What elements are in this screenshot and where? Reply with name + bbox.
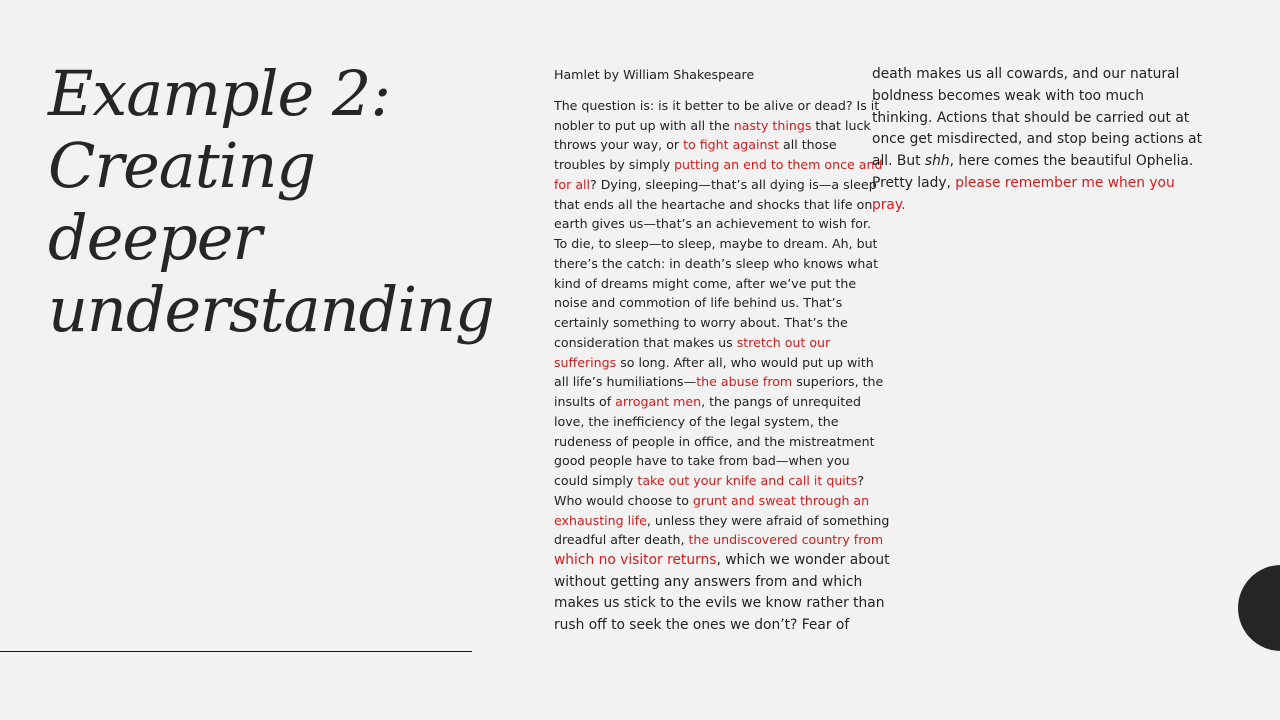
text-line bbox=[554, 96, 880, 116]
text-line bbox=[554, 175, 877, 195]
text-line: thinking. Actions that should be carried out at bbox=[872, 109, 1190, 126]
text-line: good people have to take from bad—when you bbox=[554, 453, 850, 469]
text-span: so long. After all, who would put up with bbox=[616, 354, 874, 370]
highlighted-phrase: please remember me when you bbox=[955, 174, 1175, 191]
text-line bbox=[554, 135, 872, 155]
highlighted-phrase: putting an end to them once and bbox=[674, 157, 883, 172]
text-span: consideration that makes us bbox=[554, 334, 737, 350]
text-span: all. But bbox=[872, 153, 925, 170]
text-line bbox=[554, 116, 872, 136]
text-line bbox=[554, 491, 872, 511]
text-span: Who would choose to bbox=[554, 492, 693, 508]
text-span: all those bbox=[778, 137, 837, 153]
text-line: without getting any answers from and which bbox=[554, 573, 863, 590]
text-line bbox=[872, 195, 1188, 217]
text-line: kind of dreams might come, after we’ve put the bbox=[554, 275, 857, 291]
text-span: nobler to put up with all the bbox=[554, 117, 734, 133]
highlighted-phrase: the undiscovered country from bbox=[688, 532, 884, 548]
text-line: love, the inefficiency of the legal system, the bbox=[554, 413, 839, 429]
text-line: boldness becomes weak with too much bbox=[872, 87, 1145, 104]
text-span: insults of bbox=[554, 394, 616, 409]
highlighted-phrase: exhausting life bbox=[554, 512, 647, 528]
highlighted-phrase: stretch out our bbox=[736, 334, 831, 350]
text-line: makes us stick to the evils we know rather than bbox=[554, 595, 885, 612]
text-column-right bbox=[872, 64, 1203, 217]
text-span: troubles by simply bbox=[554, 157, 675, 172]
source-heading: Hamlet by William Shakespeare bbox=[554, 67, 755, 82]
text-line bbox=[872, 151, 1194, 173]
text-line: once get misdirected, and stop being actions at bbox=[872, 131, 1203, 148]
italic-word: shh bbox=[924, 153, 950, 170]
text-line: rush off to seek the ones we don’t? Fear of bbox=[554, 616, 850, 633]
title-line: Example 2: bbox=[48, 57, 391, 130]
text-line: death makes us all cowards, and our natural bbox=[872, 66, 1180, 82]
highlighted-phrase: to fight against bbox=[683, 137, 779, 153]
highlighted-phrase: the abuse from bbox=[696, 374, 793, 390]
text-line bbox=[554, 530, 884, 550]
title-divider-line bbox=[0, 651, 472, 652]
text-line: noise and commotion of life behind us. That’s bbox=[554, 295, 843, 311]
text-line bbox=[554, 155, 883, 175]
text-span: The question is: is it better to be alive or dead? Is it bbox=[554, 97, 880, 113]
text-span: Pretty lady, bbox=[872, 174, 956, 191]
highlighted-phrase: take out your knife and call it quits bbox=[637, 473, 858, 488]
text-line bbox=[554, 392, 872, 412]
text-line: rudeness of people in office, and the mistreatment bbox=[554, 433, 875, 449]
text-span: dreadful after death, bbox=[554, 532, 689, 548]
decorative-circle bbox=[1238, 565, 1280, 651]
slide-title bbox=[48, 58, 528, 346]
text-line: that ends all the heartache and shocks that life on bbox=[554, 196, 873, 212]
text-line: earth gives us—that’s an achievement to wish for. bbox=[554, 216, 871, 232]
text-span: all life’s humiliations— bbox=[554, 374, 697, 390]
highlighted-phrase: pray. bbox=[872, 196, 906, 213]
title-line: understanding bbox=[48, 273, 494, 346]
text-span: ? bbox=[857, 473, 864, 488]
highlighted-phrase: which no visitor returns bbox=[554, 552, 717, 568]
text-span: superiors, the bbox=[792, 374, 884, 390]
text-line bbox=[554, 372, 884, 392]
text-line: certainly something to worry about. That’s the bbox=[554, 315, 848, 330]
title-line: deeper bbox=[48, 201, 262, 274]
text-span: throws your way, or bbox=[554, 137, 684, 153]
text-line: there’s the catch: in death’s sleep who knows what bbox=[554, 255, 879, 271]
text-span: ? Dying, sleeping—that’s all dying is—a sleep bbox=[590, 176, 877, 192]
text-span: , which we wonder about bbox=[716, 552, 890, 568]
highlighted-phrase: arrogant men bbox=[615, 394, 702, 409]
text-line bbox=[872, 173, 1188, 195]
text-span: , the pangs of unrequited bbox=[701, 394, 861, 409]
text-line: To die, to sleep—to sleep, maybe to dream. Ah, but bbox=[554, 236, 878, 251]
text-line bbox=[554, 511, 890, 531]
text-line bbox=[554, 550, 890, 572]
text-span: that luck bbox=[811, 117, 871, 133]
text-span: could simply bbox=[554, 473, 638, 488]
highlighted-phrase: grunt and sweat through an bbox=[692, 492, 870, 508]
text-span: , unless they were afraid of something bbox=[646, 512, 890, 528]
highlighted-phrase: sufferings bbox=[554, 354, 617, 370]
text-line bbox=[554, 471, 872, 491]
highlighted-phrase: for all bbox=[554, 176, 591, 192]
title-line: Creating bbox=[48, 129, 316, 202]
text-line bbox=[554, 333, 872, 353]
highlighted-phrase: nasty things bbox=[733, 117, 812, 133]
text-span: , here comes the beautiful Ophelia. bbox=[949, 153, 1194, 170]
text-line bbox=[554, 353, 872, 373]
